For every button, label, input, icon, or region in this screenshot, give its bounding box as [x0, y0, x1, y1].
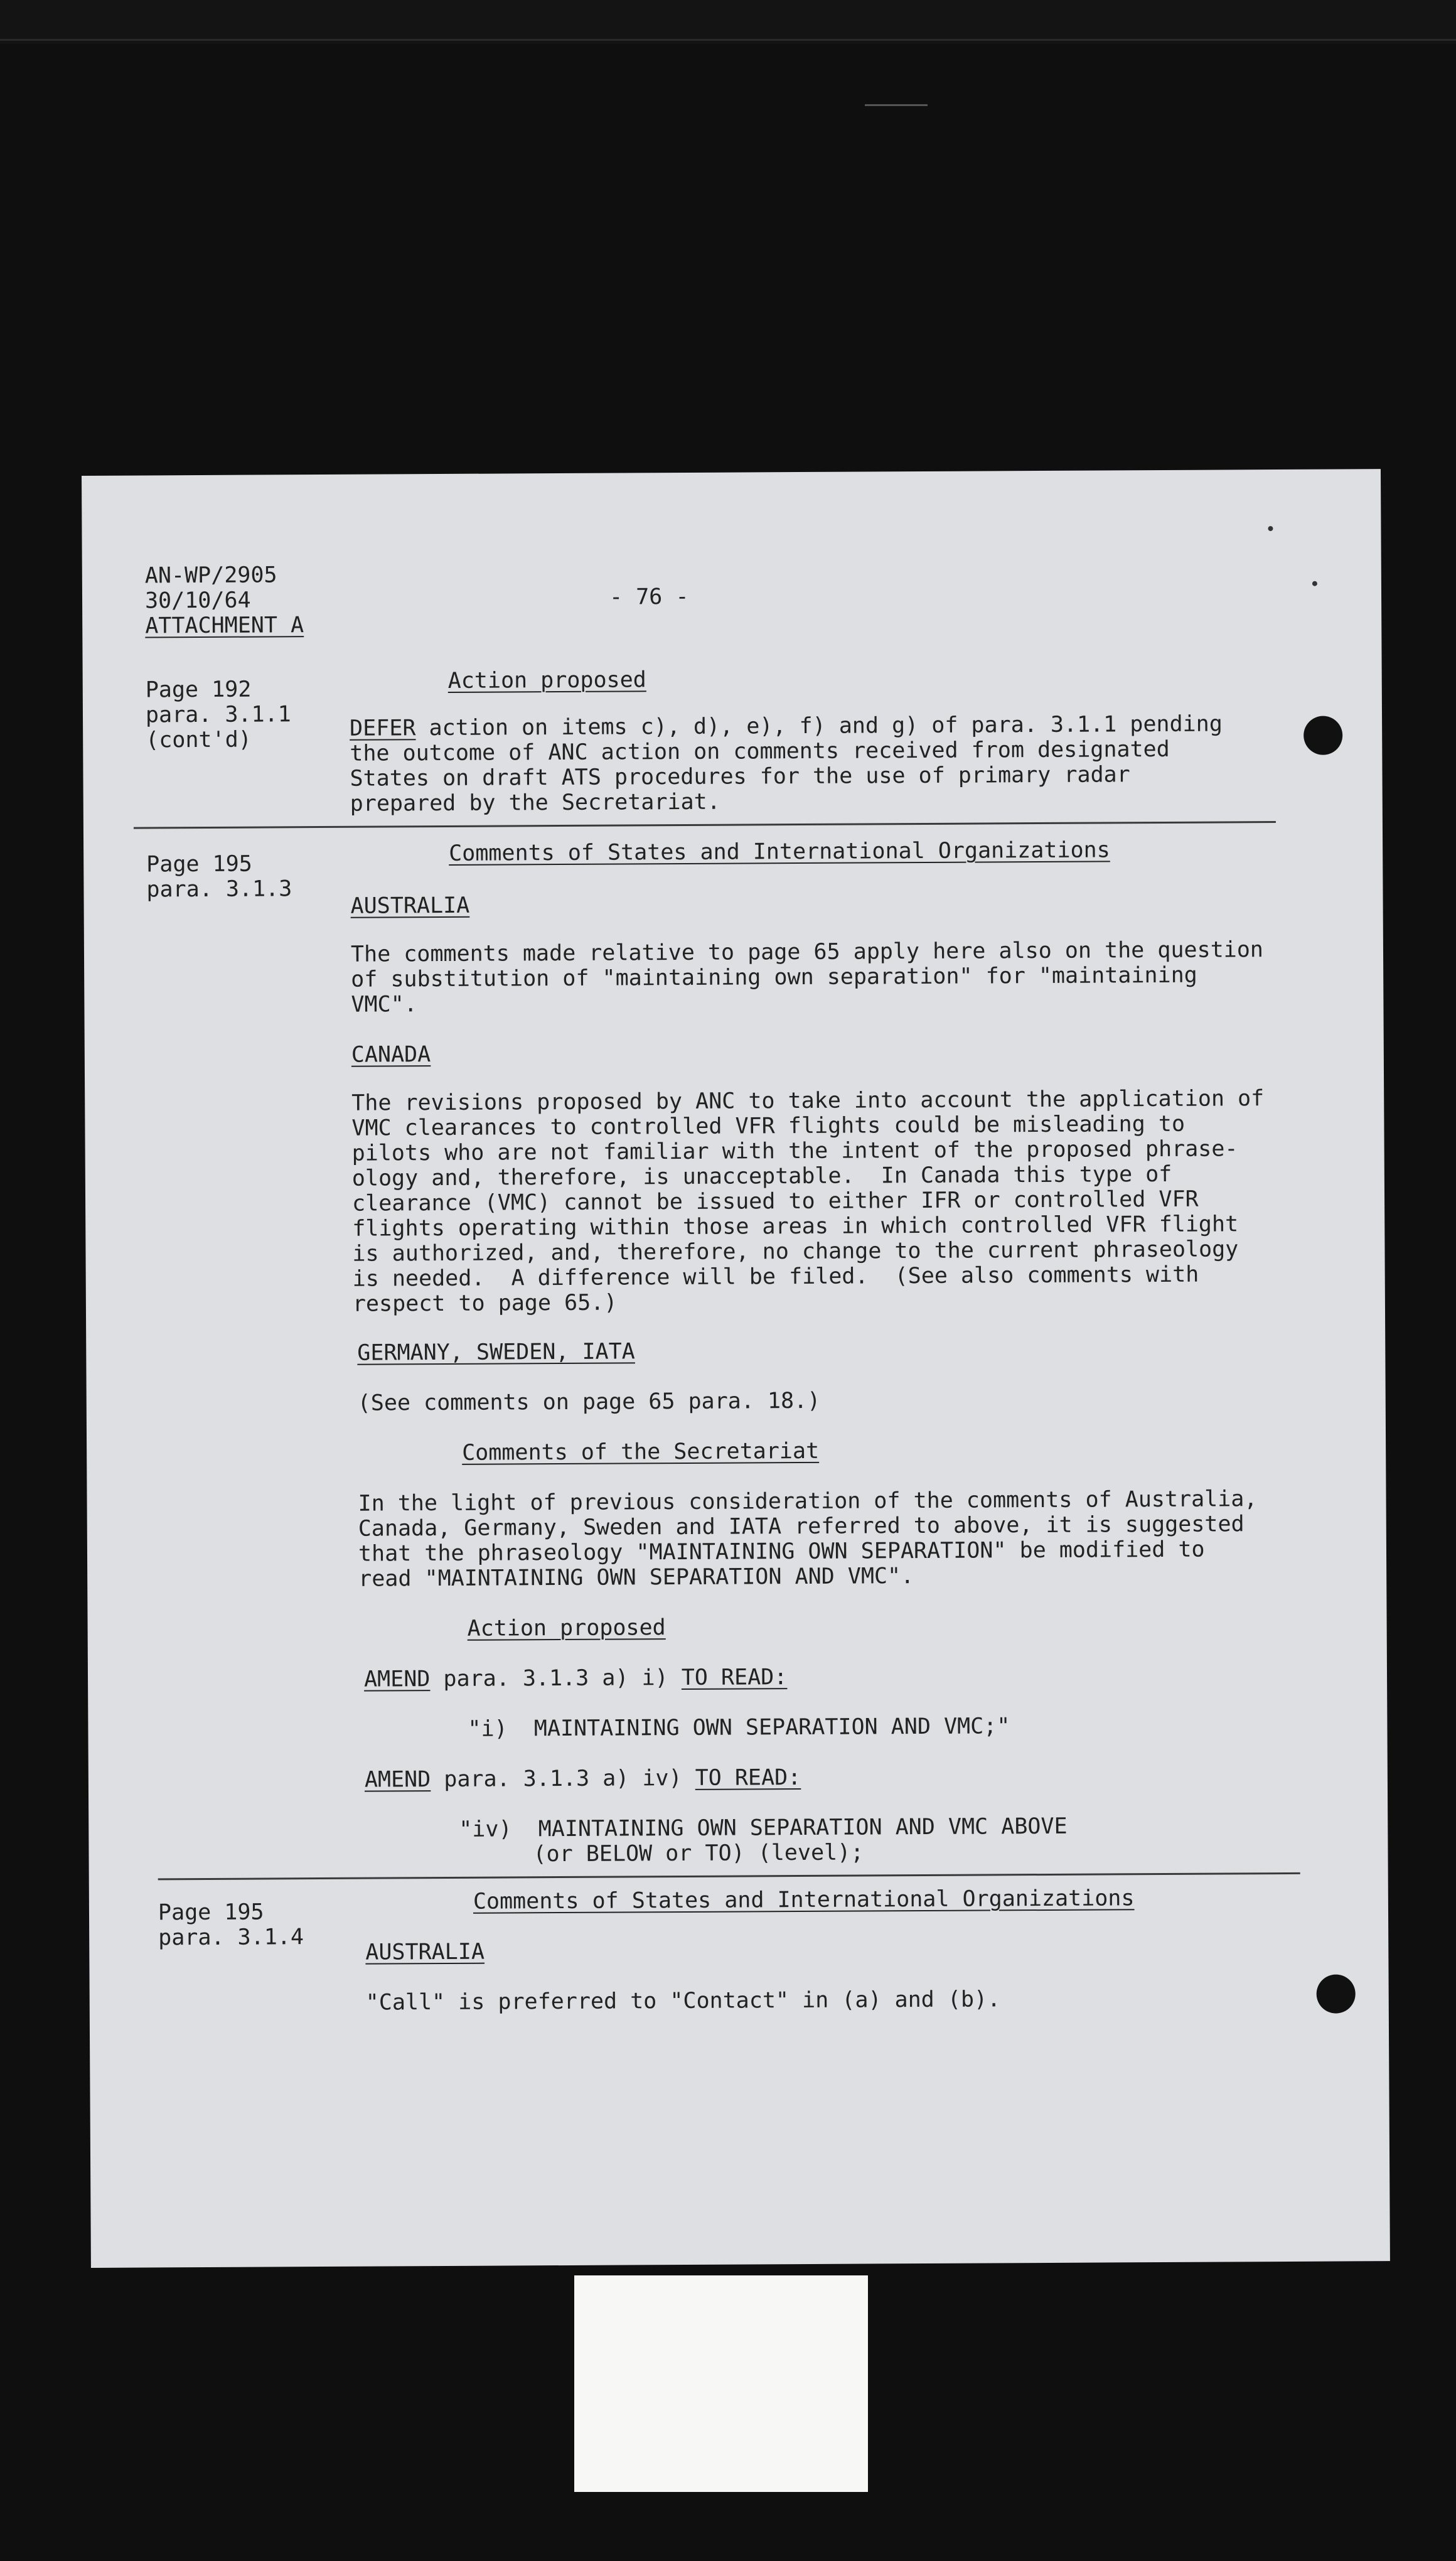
amend1-line: [364, 1665, 788, 1692]
secretariat-line1: In the light of previous consideration of the comments of Australia,: [358, 1486, 1258, 1517]
section1-line4: prepared by the Secretariat.: [350, 789, 720, 817]
secretariat-heading: Comments of the Secretariat: [462, 1438, 820, 1466]
section1-line1-rest: action on items c), d), e), f) and g) of para. 3.1.1 pending: [415, 711, 1223, 741]
secretariat-line4: read "MAINTAINING OWN SEPARATION AND VMC".: [358, 1564, 914, 1592]
amend1-item: "i) MAINTAINING OWN SEPARATION AND VMC;": [468, 1714, 1010, 1742]
canada-line2: VMC clearances to controlled VFR flights could be misleading to: [351, 1111, 1186, 1141]
film-strip-top: [0, 0, 1456, 44]
section-divider-2: [158, 1872, 1300, 1881]
section2-ref-line1: Page 195: [146, 851, 252, 878]
amend2-line: [365, 1765, 801, 1793]
amend1-word: AMEND: [363, 1667, 431, 1692]
scan-mark: [865, 104, 928, 106]
amend2-to-read: TO READ:: [695, 1765, 801, 1791]
amend2-word: AMEND: [364, 1767, 431, 1793]
section3-ref-line1: Page 195: [158, 1899, 264, 1926]
section2-ref-line2: para. 3.1.3: [146, 876, 292, 903]
section2-heading: Comments of States and International Organizations: [449, 837, 1110, 866]
speck: [1268, 526, 1273, 531]
canada-line8: is needed. A difference will be filed. (See also comments with: [352, 1262, 1199, 1292]
section-divider-1: [134, 821, 1276, 829]
punch-hole-bottom: [1317, 1974, 1356, 2013]
amend2-item-line1: "iv) MAINTAINING OWN SEPARATION AND VMC ABOVE: [459, 1813, 1068, 1842]
document-page: [82, 469, 1390, 2268]
page-number: - 76 -: [609, 584, 689, 610]
canada-line7: is authorized, and, therefore, no change to the current phraseology: [352, 1237, 1239, 1267]
canada-line9: respect to page 65.): [352, 1290, 618, 1317]
section3-text: "Call" is preferred to "Contact" in (a) and (b).: [365, 1987, 1001, 2016]
defer-word: DEFER: [350, 716, 416, 741]
amend2-item-line2: (or BELOW or TO) (level);: [533, 1840, 864, 1867]
australia-line2: of substitution of "maintaining own separation" for "maintaining: [351, 962, 1197, 992]
germany-text: (See comments on page 65 para. 18.): [357, 1388, 821, 1416]
canada-line1: The revisions proposed by ANC to take into account the application of: [351, 1086, 1265, 1116]
blank-card: [574, 2275, 868, 2492]
secretariat-line2: Canada, Germany, Sweden and IATA referred to above, it is suggested: [358, 1511, 1245, 1542]
section1-ref-line3: (cont'd): [146, 727, 252, 753]
section3-heading: Comments of States and International Organizations: [473, 1886, 1135, 1914]
section1-line3: States on draft ATS procedures for the use of primary radar: [350, 762, 1130, 792]
australia-label: AUSTRALIA: [350, 893, 470, 919]
section3-australia-label: AUSTRALIA: [365, 1939, 485, 1965]
section3-ref-line2: para. 3.1.4: [158, 1925, 304, 1951]
australia-line1: The comments made relative to page 65 apply here also on the question: [350, 937, 1264, 967]
australia-line3: VMC".: [351, 992, 417, 1017]
doc-number: AN-WP/2905: [144, 562, 277, 589]
secretariat-line3: that the phraseology "MAINTAINING OWN SEPARATION" be modified to: [358, 1537, 1205, 1567]
action-heading: Action proposed: [467, 1615, 666, 1641]
doc-date: 30/10/64: [144, 588, 251, 614]
canada-line4: ology and, therefore, is unacceptable. In Canada this type of: [351, 1161, 1172, 1191]
film-edge-line: [0, 39, 1456, 41]
section1-line2: the outcome of ANC action on comments received from designated: [350, 736, 1170, 766]
canada-line5: clearance (VMC) cannot be issued to either IFR or controlled VFR: [351, 1186, 1199, 1216]
amend1-to-read: TO READ:: [681, 1665, 788, 1691]
section1-heading: Action proposed: [447, 667, 646, 694]
speck: [1312, 581, 1317, 586]
section1-ref-line2: para. 3.1.1: [145, 702, 291, 728]
germany-label: GERMANY, SWEDEN, IATA: [357, 1339, 635, 1366]
punch-hole-top: [1303, 716, 1342, 754]
canada-line3: pilots who are not familiar with the intent of the proposed phrase-: [351, 1136, 1238, 1166]
attachment-label: ATTACHMENT A: [145, 613, 304, 639]
amend2-para: para. 3.1.3 a) iv): [431, 1765, 695, 1793]
canada-line6: flights operating within those areas in which controlled VFR flight: [352, 1211, 1239, 1242]
section1-ref-line1: Page 192: [145, 677, 252, 703]
amend1-para: para. 3.1.3 a) i): [430, 1665, 682, 1692]
canada-label: CANADA: [351, 1042, 431, 1068]
